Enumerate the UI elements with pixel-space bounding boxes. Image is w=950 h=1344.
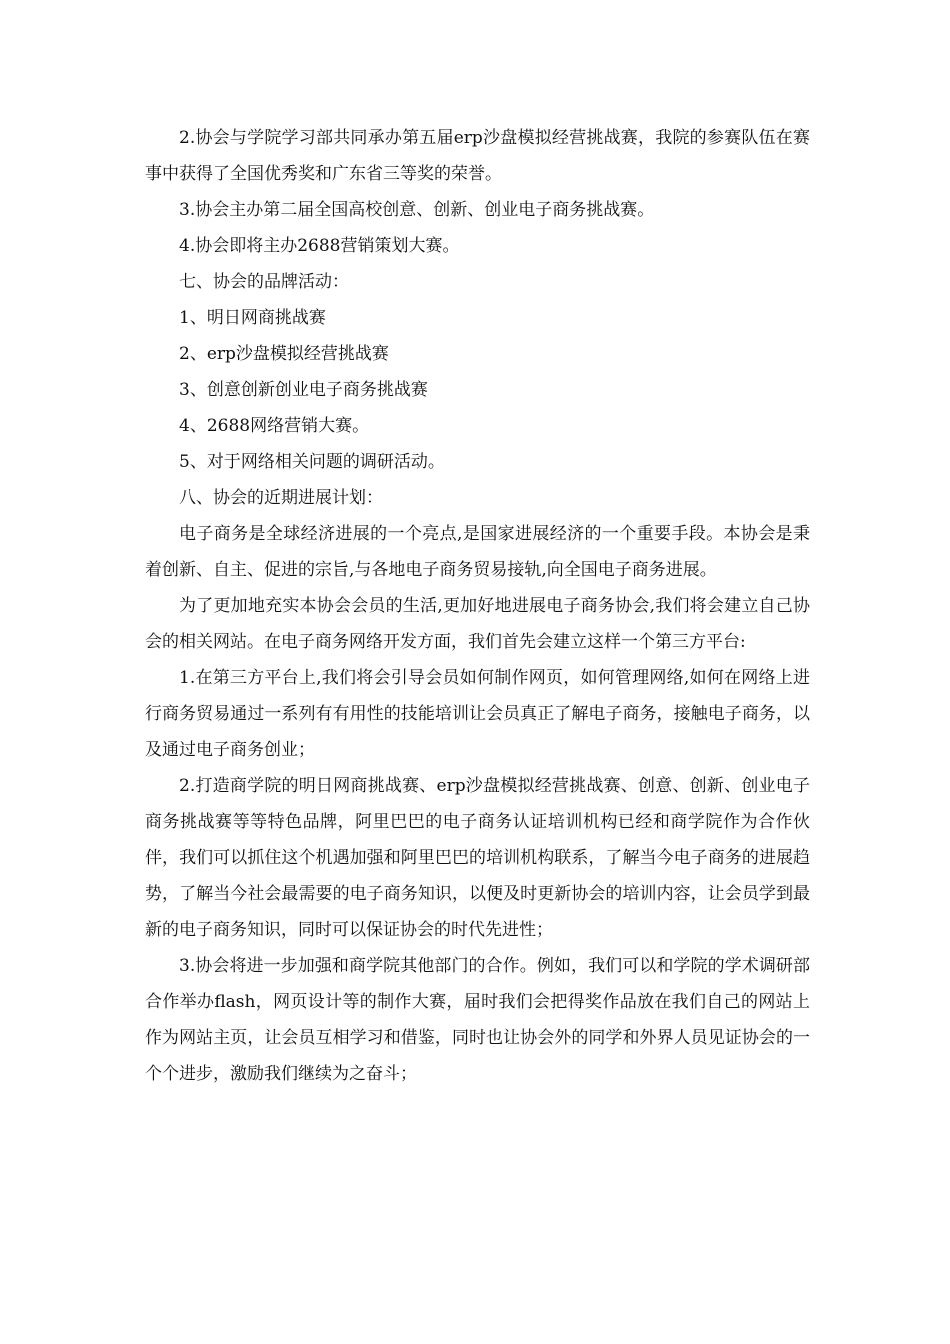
plan-item-2: 2.打造商学院的明日网商挑战赛、erp沙盘模拟经营挑战赛、创意、创新、创业电子商务挑战赛等等特色品牌，阿里巴巴的电子商务认证培训机构已经和商学院作为合作伙伴，我们可以抓住这个机遇加强和阿里巴巴的培训机构联系，了解当今电子商务的进展趋势，了解当今社会最需要的电子商务知识，以便及时更新协会的培训内容，让会员学到最新的电子商务知识，同时可以保证协会的时代先进性； bbox=[145, 776, 810, 940]
list-item: 3、创意创新创业电子商务挑战赛 bbox=[179, 380, 428, 400]
list-item: 4、2688网络营销大赛。 bbox=[179, 416, 370, 436]
section-heading-8: 八、协会的近期进展计划： bbox=[179, 488, 383, 508]
paragraph-intro: 电子商务是全球经济进展的一个亮点,是国家进展经济的一个重要手段。本协会是秉着创新、自主、促进的宗旨,与各地电子商务贸易接轨,向全国电子商务进展。 bbox=[145, 524, 810, 580]
list-item: 2、erp沙盘模拟经营挑战赛 bbox=[179, 344, 389, 364]
list-item: 1、明日网商挑战赛 bbox=[179, 308, 326, 328]
paragraph-1: 2.协会与学院学习部共同承办第五届erp沙盘模拟经营挑战赛，我院的参赛队伍在赛事中获得了全国优秀奖和广东省三等奖的荣誉。 bbox=[145, 128, 810, 184]
list-item: 5、对于网络相关问题的调研活动。 bbox=[179, 452, 445, 472]
paragraph-2: 3.协会主办第二届全国高校创意、创新、创业电子商务挑战赛。 bbox=[179, 200, 655, 220]
paragraph-3: 4.协会即将主办2688营销策划大赛。 bbox=[179, 236, 460, 256]
paragraph-platform: 为了更加地充实本协会会员的生活,更加好地进展电子商务协会,我们将会建立自己协会的相关网站。在电子商务网络开发方面，我们首先会建立这样一个第三方平台: bbox=[145, 596, 810, 652]
plan-item-3: 3.协会将进一步加强和商学院其他部门的合作。例如，我们可以和学院的学术调研部合作举办flash，网页设计等的制作大赛，届时我们会把得奖作品放在我们自己的网站上作为网站主页，让会员互相学习和借鉴，同时也让协会外的同学和外界人员见证协会的一个个进步，激励我们继续为之奋斗； bbox=[145, 956, 810, 1084]
document-body bbox=[145, 120, 810, 1092]
plan-item-1: 1.在第三方平台上,我们将会引导会员如何制作网页，如何管理网络,如何在网络上进行商务贸易通过一系列有有用性的技能培训让会员真正了解电子商务，接触电子商务，以及通过电子商务创业； bbox=[145, 668, 810, 760]
section-heading-7: 七、协会的品牌活动： bbox=[179, 272, 349, 292]
